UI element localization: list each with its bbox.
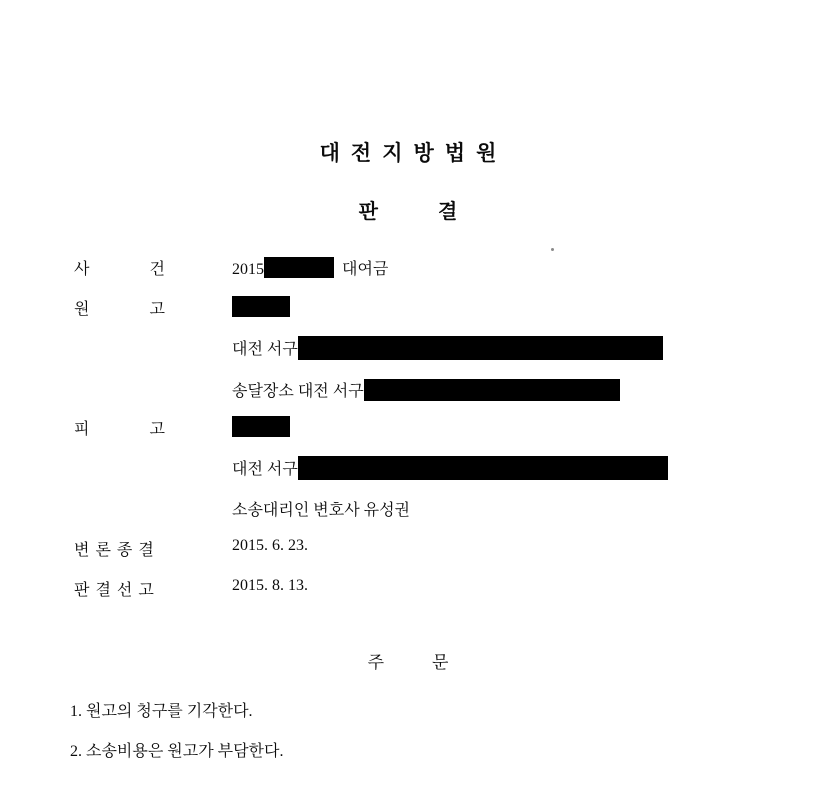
- field-row-service-address: [0, 378, 816, 404]
- field-value-judgment-date: 2015. 8. 13.: [232, 577, 308, 594]
- case-year: 2015: [232, 261, 264, 278]
- field-value-defendant: [232, 416, 290, 438]
- field-value-closing-arguments: 2015. 6. 23.: [232, 537, 308, 554]
- redaction-bar: [232, 296, 290, 317]
- field-label-judgment-date: 판결선고: [74, 582, 160, 599]
- field-value-service-address: [232, 378, 620, 401]
- field-value-plaintiff-address: [232, 336, 663, 360]
- address-prefix: 대전 서구: [232, 461, 298, 478]
- field-row-plaintiff-address: [0, 336, 816, 362]
- redaction-bar: [298, 456, 668, 480]
- field-row-case: [0, 256, 816, 282]
- redaction-bar: [364, 379, 620, 401]
- field-row-defendant-address: [0, 456, 816, 482]
- field-row-judgment-date: [0, 577, 816, 603]
- court-title: 대전지방법원: [319, 141, 508, 165]
- document-title: 판결: [358, 201, 518, 223]
- field-value-case: [232, 256, 388, 279]
- field-label-plaintiff: 원 고: [74, 301, 193, 318]
- field-label-defendant: 피 고: [74, 421, 193, 438]
- service-address-prefix: 송달장소 대전 서구: [232, 383, 364, 400]
- address-prefix: 대전 서구: [232, 341, 298, 358]
- redaction-bar: [298, 336, 663, 360]
- field-row-closing-arguments: [0, 537, 816, 563]
- field-value-attorney: 소송대리인 변호사 유성권: [232, 502, 411, 519]
- redaction-bar: [264, 257, 334, 278]
- field-label-case: 사 건: [74, 261, 193, 278]
- order-item: 1. 원고의 청구를 기각한다.: [70, 703, 253, 720]
- redaction-bar: [232, 416, 290, 437]
- section-title-order: 주문: [367, 653, 497, 672]
- field-row-defendant: [0, 416, 816, 442]
- scan-artifact: [551, 248, 554, 251]
- field-label-closing-arguments: 변론종결: [74, 542, 160, 559]
- field-row-attorney: [0, 497, 816, 523]
- field-value-defendant-address: [232, 456, 668, 480]
- order-item: 2. 소송비용은 원고가 부담한다.: [70, 743, 284, 760]
- field-value-plaintiff: [232, 296, 290, 318]
- field-row-plaintiff: [0, 296, 816, 322]
- case-type: 대여금: [342, 261, 389, 278]
